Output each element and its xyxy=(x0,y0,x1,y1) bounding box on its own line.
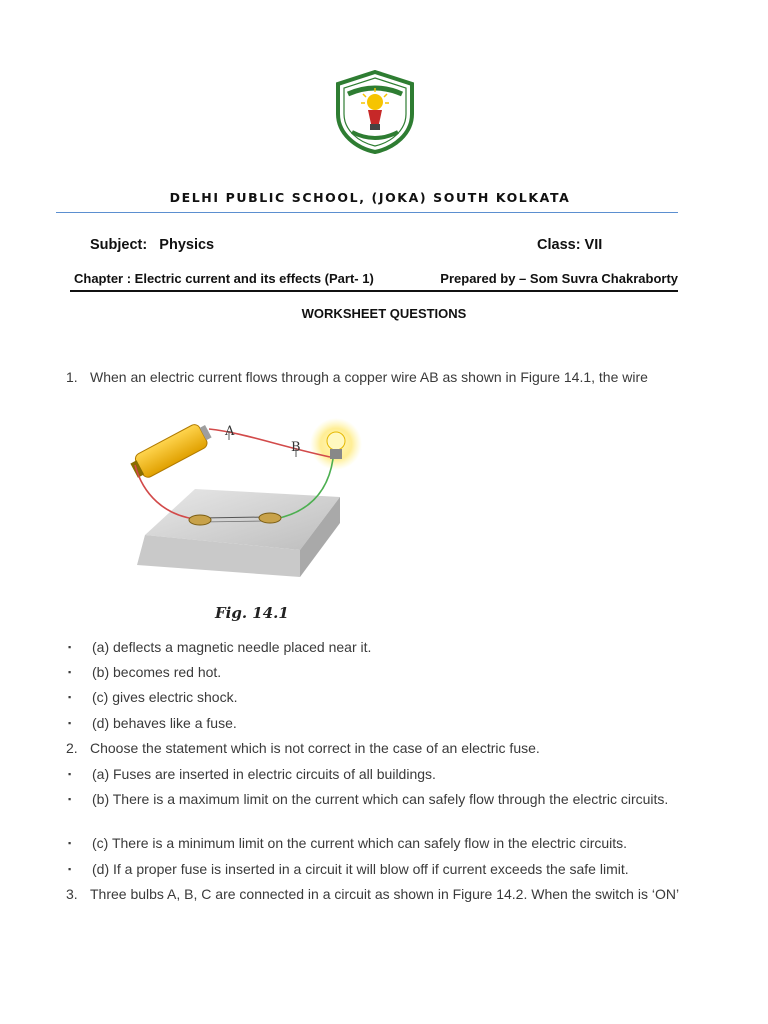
terminal-left xyxy=(189,515,211,525)
chapter-title: Chapter : Electric current and its effects (Part- 1) xyxy=(74,271,374,286)
list-item: ▪ (d) behaves like a fuse. xyxy=(68,715,237,731)
bullet-icon: ▪ xyxy=(68,769,72,779)
label-b: B xyxy=(291,440,301,455)
list-item: ▪ (a) Fuses are inserted in electric circuits of all buildings. xyxy=(68,766,436,782)
question-number: 2. xyxy=(66,740,78,756)
header-divider xyxy=(56,212,678,213)
bullet-icon: ▪ xyxy=(68,718,72,728)
list-item: ▪ (c) There is a minimum limit on the current which can safely flow in the electric circuits. xyxy=(68,835,628,851)
bullet-icon: ▪ xyxy=(68,838,72,848)
list-item: ▪ (c) gives electric shock. xyxy=(68,689,238,705)
school-logo xyxy=(332,70,418,154)
class-label: Class: VII xyxy=(537,237,603,253)
question-text: Choose the statement which is not correct in the case of an electric fuse. xyxy=(90,740,540,756)
question-number: 1. xyxy=(66,369,78,385)
question-text: Three bulbs A, B, C are connected in a circuit as shown in Figure 14.2. When the switch is ‘ON’ xyxy=(90,886,680,902)
battery-cell xyxy=(128,420,214,482)
bullet-icon: ▪ xyxy=(68,642,72,652)
bullet-icon: ▪ xyxy=(68,667,72,677)
bulb-icon xyxy=(327,432,345,450)
chapter-divider xyxy=(70,290,678,292)
question-text: When an electric current flows through a copper wire AB as shown in Figure 14.1, the wire xyxy=(90,369,648,385)
school-name: DELHI PUBLIC SCHOOL, (JOKA) SOUTH KOLKATA xyxy=(169,190,571,205)
list-item: ▪ (b) There is a maximum limit on the current which can safely flow through the electric circuits. xyxy=(68,791,669,807)
label-a: A xyxy=(225,424,235,439)
bullet-icon: ▪ xyxy=(68,692,72,702)
bulb-holder xyxy=(330,449,342,459)
list-item: ▪ (d) If a proper fuse is inserted in a circuit it will blow off if current exceeds the safe limit. xyxy=(68,861,629,877)
question-2 xyxy=(66,740,686,757)
list-item: ▪ (b) becomes red hot. xyxy=(68,664,222,680)
figure-caption: Fig. 14.1 xyxy=(215,604,289,622)
question-1 xyxy=(66,369,686,386)
chapter-row xyxy=(74,271,678,286)
circuit-figure xyxy=(125,415,375,585)
bullet-icon: ▪ xyxy=(68,794,72,804)
worksheet-title: WORKSHEET QUESTIONS xyxy=(301,306,467,321)
list-item: ▪ (a) deflects a magnetic needle placed near it. xyxy=(68,639,372,655)
question-3 xyxy=(66,886,686,903)
terminal-right xyxy=(259,513,281,523)
prepared-by: Prepared by – Som Suvra Chakraborty xyxy=(440,271,678,286)
bullet-icon: ▪ xyxy=(68,864,72,874)
question-number: 3. xyxy=(66,886,78,902)
subject-label: Subject: Physics xyxy=(90,237,215,253)
